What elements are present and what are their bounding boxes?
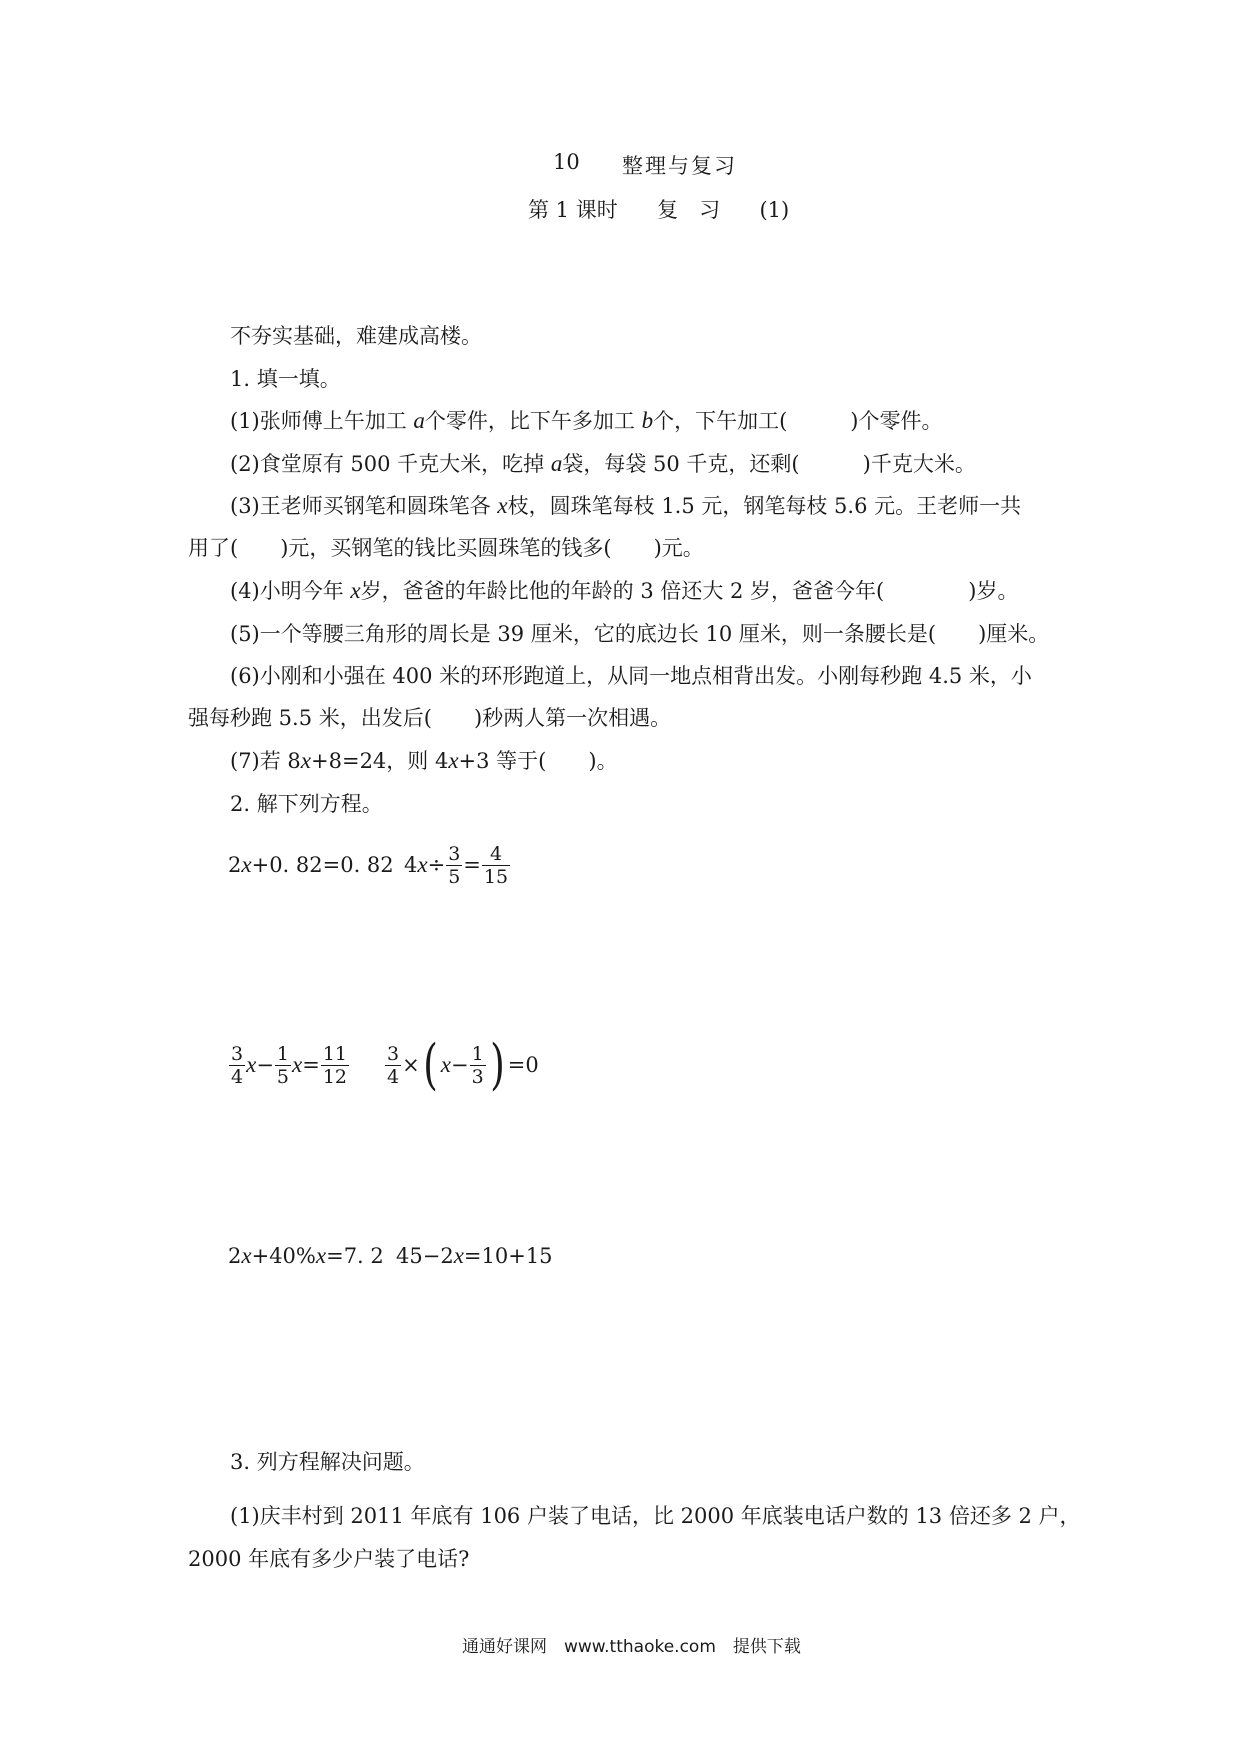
equation-1b: 4 x ÷ $\frac{3}{5}$ = $\frac{4}{15}$ xyxy=(404,842,509,888)
fraction: $\frac{3}{5}$ xyxy=(448,842,461,888)
q3-item-1: (1)庆丰村到 2011 年底有 106 户装了电话，比 2000 年底装电话户数的 13 倍还多 2 户， xyxy=(230,1504,1081,1528)
equation-3b: 45−2 x =10+15 xyxy=(396,1243,553,1268)
q3-title: 3. 列方程解决问题。 xyxy=(230,1450,425,1474)
equation-2a: $\frac{3}{4}$ x − $\frac{1}{5}$ x = $\frac{11}{12}$ xyxy=(231,1042,348,1088)
fraction: $\frac{4}{15}$ xyxy=(483,842,509,888)
q1-item-4: (4)小明今年 x岁，爸爸的年龄比他的年龄的 3 倍还大 2 岁，爸爸今年( )岁。 xyxy=(230,578,1019,603)
unit-number: 10 xyxy=(553,150,580,174)
q1-item-2: (2)食堂原有 500 千克大米，吃掉 a袋，每袋 50 千克，还剩( )千克大米。 xyxy=(230,451,976,476)
motto: 不夯实基础，难建成高楼。 xyxy=(230,324,482,348)
fraction: $\frac{3}{4}$ xyxy=(387,1042,400,1088)
lesson-part: (1) xyxy=(759,198,790,222)
equation-2b: $\frac{3}{4}$ × ( x − $\frac{1}{3}$ ) =0 xyxy=(387,1033,539,1096)
q1-item-6: (6)小刚和小强在 400 米的环形跑道上，从同一地点相背出发。小刚每秒跑 4.5 米，小 xyxy=(230,664,1032,688)
q1-item-1: (1)张师傅上午加工 a个零件，比下午多加工 b个，下午加工( )个零件。 xyxy=(230,408,943,433)
lesson-title xyxy=(528,194,789,224)
lesson-number: 第 1 课时 xyxy=(528,198,618,222)
q1-item-6-cont: 强每秒跑 5.5 米，出发后( )秒两人第一次相遇。 xyxy=(188,706,672,730)
fraction: $\frac{1}{3}$ xyxy=(471,1042,484,1088)
q1-title: 1. 填一填。 xyxy=(230,367,341,391)
fraction: $\frac{1}{5}$ xyxy=(276,1042,290,1088)
q2-title: 2. 解下列方程。 xyxy=(230,792,383,816)
lesson-name: 复 习 xyxy=(657,198,721,222)
equation-1a: 2 x +0. 82=0. 82 xyxy=(228,852,394,877)
equation-3a: 2 x +40% x =7. 2 xyxy=(228,1243,384,1268)
q1-item-3: (3)王老师买钢笔和圆珠笔各 x枝，圆珠笔每枝 1.5 元，钢笔每枝 5.6 元。王老师一共 xyxy=(230,493,1022,518)
fraction: $\frac{11}{12}$ xyxy=(322,1042,348,1088)
unit-title: 整理与复习 xyxy=(622,154,737,178)
q1-item-5: (5)一个等腰三角形的周长是 39 厘米，它的底边长 10 厘米，则一条腰长是( )厘米。 xyxy=(230,622,1050,646)
footer-source: 通通好课网 www.tthaoke.com 提供下载 xyxy=(462,1637,801,1657)
q1-item-7: (7)若 8x+8=24，则 4x+3 等于( )。 xyxy=(230,748,618,773)
q1-item-3-cont: 用了( )元，买钢笔的钱比买圆珠笔的钱多( )元。 xyxy=(188,536,704,560)
fraction: $\frac{3}{4}$ xyxy=(231,1042,244,1088)
q3-item-1-cont: 2000 年底有多少户装了电话? xyxy=(188,1547,470,1571)
